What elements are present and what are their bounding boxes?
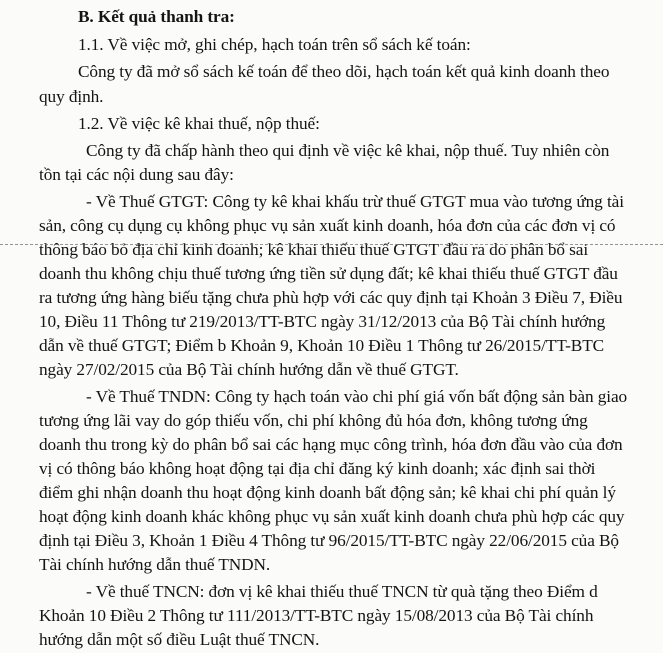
text-line: Công ty đã mở sổ sách kế toán để theo dõi, hạch toán kết quả kinh doanh theo (78, 62, 610, 81)
text-line: vị có thông báo không hoạt động tại địa chỉ đăng ký kinh doanh; xác định sai thời (39, 459, 596, 478)
text-line: 10, Điều 11 Thông tư 219/2013/TT-BTC ngày 31/12/2013 của Bộ Tài chính hướng (39, 312, 606, 331)
text-line: thông báo bỏ địa chỉ kinh doanh; kê khai thiếu thuế GTGT đầu ra do phân bổ sai (39, 240, 589, 259)
text-line: - Về thuế TNCN: đơn vị kê khai thiếu thuế TNCN từ quà tặng theo Điểm d (86, 582, 598, 601)
text-line: - Về Thuế GTGT: Công ty kê khai khấu trừ thuế GTGT mua vào tương ứng tài (86, 192, 624, 211)
text-line: Công ty đã chấp hành theo qui định về việc kê khai, nộp thuế. Tuy nhiên còn (86, 141, 610, 160)
text-line: Tài chính hướng dẫn thuế TNDN. (39, 555, 271, 574)
subsection-heading: 1.1. Về việc mở, ghi chép, hạch toán trên sổ sách kế toán: (78, 35, 471, 54)
text-line: điểm ghi nhận doanh thu hoạt động kinh doanh bất động sản; kê khai chi phí quản lý (39, 483, 616, 502)
section-heading: B. Kết quả thanh tra: (78, 7, 235, 26)
text-line: quy định. (39, 87, 104, 106)
text-line: định tại Điều 3, Khoản 1 Điều 4 Thông tư 96/2015/TT-BTC ngày 22/06/2015 của Bộ (39, 531, 619, 550)
text-line: hướng dẫn một số điều Luật thuế TNCN. (39, 630, 320, 649)
text-line: Khoản 10 Điều 2 Thông tư 111/2013/TT-BTC ngày 15/08/2013 của Bộ Tài chính (39, 606, 594, 625)
text-line: hoạt động kinh doanh khác không phục vụ sản xuất kinh doanh chưa phù hợp các quy (39, 507, 625, 526)
text-line: - Về Thuế TNDN: Công ty hạch toán vào chi phí giá vốn bất động sản bàn giao (86, 387, 628, 406)
text-line: tương ứng lãi vay do góp thiếu vốn, chi phí không đủ hóa đơn, không tương ứng (39, 411, 588, 430)
text-line: ra tương ứng hàng biếu tặng chưa phù hợp với các quy định tại Khoản 3 Điều 7, Điều (39, 288, 623, 307)
text-line: doanh thu không chịu thuế tương ứng tiền sử dụng đất; kê khai thiếu thuế GTGT đầu (39, 264, 618, 283)
text-line: doanh thu trong kỳ do phân bổ sai các hạng mục công trình, hóa đơn đầu vào của đơn (39, 435, 623, 454)
text-line: tồn tại các nội dung sau đây: (39, 165, 234, 184)
text-line: ngày 27/02/2015 của Bộ Tài chính hướng dẫn về thuế GTGT. (39, 360, 459, 379)
text-line: sản, công cụ dụng cụ không phục vụ sản xuất kinh doanh, hóa đơn của các đơn vị có (39, 216, 616, 235)
subsection-heading: 1.2. Về việc kê khai thuế, nộp thuế: (78, 114, 320, 133)
text-line: dẫn về thuế GTGT; Điểm b Khoản 9, Khoản 10 Điều 1 Thông tư 26/2015/TT-BTC (39, 336, 605, 355)
scan-crease-line (0, 244, 663, 245)
